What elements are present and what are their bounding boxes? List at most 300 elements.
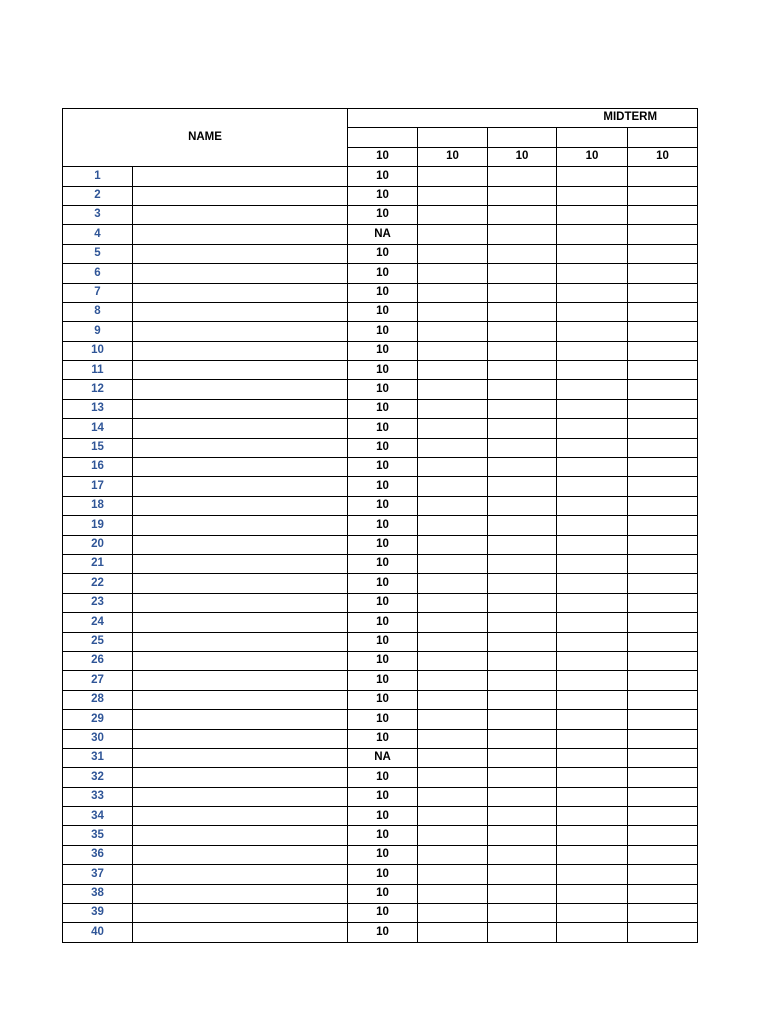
student-name-cell[interactable] <box>133 651 348 670</box>
empty-score-cell[interactable] <box>488 302 557 321</box>
table-row <box>63 593 698 612</box>
empty-score-cell[interactable] <box>488 535 557 554</box>
midterm-header: MIDTERM <box>348 109 698 128</box>
table-row <box>63 845 698 864</box>
empty-score-cell[interactable] <box>488 264 557 283</box>
score-cell[interactable]: 10 <box>348 244 418 263</box>
table-row <box>63 632 698 651</box>
empty-score-cell[interactable] <box>557 380 628 399</box>
empty-score-cell[interactable] <box>628 729 698 748</box>
empty-score-cell[interactable] <box>418 380 488 399</box>
grade-sheet-table <box>62 108 698 943</box>
empty-score-cell[interactable] <box>628 341 698 360</box>
empty-score-cell[interactable] <box>628 768 698 787</box>
empty-score-cell[interactable] <box>557 477 628 496</box>
empty-score-cell[interactable] <box>557 671 628 690</box>
empty-score-cell[interactable] <box>628 264 698 283</box>
empty-score-cell[interactable] <box>628 380 698 399</box>
empty-score-cell[interactable] <box>488 593 557 612</box>
header-blank-cell[interactable] <box>628 128 698 147</box>
empty-score-cell[interactable] <box>628 923 698 942</box>
student-name-cell[interactable] <box>133 264 348 283</box>
student-name-cell[interactable] <box>133 283 348 302</box>
empty-score-cell[interactable] <box>557 923 628 942</box>
empty-score-cell[interactable] <box>488 419 557 438</box>
row-number: 15 <box>63 438 133 457</box>
student-name-cell[interactable] <box>133 768 348 787</box>
score-cell[interactable]: 10 <box>348 845 418 864</box>
score-cell[interactable]: 10 <box>348 710 418 729</box>
student-name-cell[interactable] <box>133 361 348 380</box>
score-cell[interactable]: 10 <box>348 302 418 321</box>
empty-score-cell[interactable] <box>418 419 488 438</box>
student-name-cell[interactable] <box>133 167 348 186</box>
empty-score-cell[interactable] <box>418 845 488 864</box>
score-cell[interactable]: 10 <box>348 554 418 573</box>
empty-score-cell[interactable] <box>418 923 488 942</box>
empty-score-cell[interactable] <box>557 438 628 457</box>
score-cell[interactable]: 10 <box>348 865 418 884</box>
table-row <box>63 438 698 457</box>
score-cell[interactable]: 10 <box>348 205 418 224</box>
student-name-cell[interactable] <box>133 787 348 806</box>
empty-score-cell[interactable] <box>557 787 628 806</box>
empty-score-cell[interactable] <box>418 826 488 845</box>
table-row <box>63 865 698 884</box>
row-number: 21 <box>63 554 133 573</box>
empty-score-cell[interactable] <box>418 496 488 515</box>
table-row <box>63 826 698 845</box>
student-name-cell[interactable] <box>133 477 348 496</box>
empty-score-cell[interactable] <box>628 186 698 205</box>
empty-score-cell[interactable] <box>488 361 557 380</box>
row-number: 26 <box>63 651 133 670</box>
table-row <box>63 535 698 554</box>
student-name-cell[interactable] <box>133 341 348 360</box>
empty-score-cell[interactable] <box>557 458 628 477</box>
empty-score-cell[interactable] <box>557 167 628 186</box>
score-cell[interactable]: 10 <box>348 651 418 670</box>
table-row <box>63 690 698 709</box>
score-cell[interactable]: 10 <box>348 477 418 496</box>
empty-score-cell[interactable] <box>557 341 628 360</box>
header-blank-cell[interactable] <box>488 128 557 147</box>
empty-score-cell[interactable] <box>557 302 628 321</box>
empty-score-cell[interactable] <box>628 458 698 477</box>
max-score-cell: 10 <box>557 147 628 166</box>
empty-score-cell[interactable] <box>628 651 698 670</box>
empty-score-cell[interactable] <box>628 419 698 438</box>
row-number: 33 <box>63 787 133 806</box>
score-cell[interactable]: 10 <box>348 167 418 186</box>
empty-score-cell[interactable] <box>418 225 488 244</box>
table-row <box>63 322 698 341</box>
empty-score-cell[interactable] <box>418 787 488 806</box>
empty-score-cell[interactable] <box>488 438 557 457</box>
empty-score-cell[interactable] <box>488 710 557 729</box>
empty-score-cell[interactable] <box>418 904 488 923</box>
empty-score-cell[interactable] <box>628 613 698 632</box>
empty-score-cell[interactable] <box>628 477 698 496</box>
empty-score-cell[interactable] <box>488 496 557 515</box>
table-row <box>63 671 698 690</box>
table-row <box>63 613 698 632</box>
student-name-cell[interactable] <box>133 923 348 942</box>
score-cell[interactable]: 10 <box>348 632 418 651</box>
student-name-cell[interactable] <box>133 574 348 593</box>
empty-score-cell[interactable] <box>418 671 488 690</box>
empty-score-cell[interactable] <box>557 884 628 903</box>
empty-score-cell[interactable] <box>488 884 557 903</box>
empty-score-cell[interactable] <box>628 535 698 554</box>
student-name-cell[interactable] <box>133 845 348 864</box>
max-score-cell: 10 <box>348 147 418 166</box>
empty-score-cell[interactable] <box>628 787 698 806</box>
empty-score-cell[interactable] <box>557 593 628 612</box>
table-row <box>63 904 698 923</box>
score-cell[interactable]: 10 <box>348 826 418 845</box>
empty-score-cell[interactable] <box>628 671 698 690</box>
empty-score-cell[interactable] <box>488 186 557 205</box>
empty-score-cell[interactable] <box>628 632 698 651</box>
score-cell[interactable]: 10 <box>348 535 418 554</box>
student-name-cell[interactable] <box>133 535 348 554</box>
empty-score-cell[interactable] <box>418 283 488 302</box>
empty-score-cell[interactable] <box>418 574 488 593</box>
student-name-cell[interactable] <box>133 671 348 690</box>
empty-score-cell[interactable] <box>557 516 628 535</box>
empty-score-cell[interactable] <box>488 283 557 302</box>
empty-score-cell[interactable] <box>557 496 628 515</box>
student-name-cell[interactable] <box>133 380 348 399</box>
row-number: 19 <box>63 516 133 535</box>
empty-score-cell[interactable] <box>557 322 628 341</box>
empty-score-cell[interactable] <box>418 361 488 380</box>
table-row <box>63 651 698 670</box>
row-number: 17 <box>63 477 133 496</box>
table-row <box>63 399 698 418</box>
empty-score-cell[interactable] <box>488 554 557 573</box>
empty-score-cell[interactable] <box>628 574 698 593</box>
score-cell[interactable]: 10 <box>348 729 418 748</box>
empty-score-cell[interactable] <box>557 186 628 205</box>
score-cell[interactable]: 10 <box>348 438 418 457</box>
row-number: 28 <box>63 690 133 709</box>
empty-score-cell[interactable] <box>557 535 628 554</box>
empty-score-cell[interactable] <box>418 710 488 729</box>
student-name-cell[interactable] <box>133 186 348 205</box>
score-cell[interactable]: 10 <box>348 186 418 205</box>
empty-score-cell[interactable] <box>488 613 557 632</box>
empty-score-cell[interactable] <box>418 865 488 884</box>
empty-score-cell[interactable] <box>557 826 628 845</box>
empty-score-cell[interactable] <box>488 923 557 942</box>
table-row <box>63 361 698 380</box>
score-cell[interactable]: 10 <box>348 768 418 787</box>
empty-score-cell[interactable] <box>557 768 628 787</box>
empty-score-cell[interactable] <box>418 205 488 224</box>
empty-score-cell[interactable] <box>628 399 698 418</box>
empty-score-cell[interactable] <box>628 884 698 903</box>
empty-score-cell[interactable] <box>488 826 557 845</box>
score-cell[interactable]: 10 <box>348 341 418 360</box>
empty-score-cell[interactable] <box>488 690 557 709</box>
score-cell[interactable]: 10 <box>348 361 418 380</box>
table-row <box>63 167 698 186</box>
score-cell[interactable]: 10 <box>348 380 418 399</box>
table-row <box>63 729 698 748</box>
empty-score-cell[interactable] <box>488 322 557 341</box>
score-cell[interactable]: 10 <box>348 613 418 632</box>
score-cell[interactable]: NA <box>348 225 418 244</box>
table-row <box>63 496 698 515</box>
empty-score-cell[interactable] <box>488 768 557 787</box>
empty-score-cell[interactable] <box>628 748 698 767</box>
empty-score-cell[interactable] <box>557 244 628 263</box>
empty-score-cell[interactable] <box>557 729 628 748</box>
empty-score-cell[interactable] <box>418 244 488 263</box>
empty-score-cell[interactable] <box>488 632 557 651</box>
empty-score-cell[interactable] <box>628 283 698 302</box>
empty-score-cell[interactable] <box>557 904 628 923</box>
empty-score-cell[interactable] <box>488 651 557 670</box>
empty-score-cell[interactable] <box>488 729 557 748</box>
score-cell[interactable]: 10 <box>348 787 418 806</box>
empty-score-cell[interactable] <box>488 807 557 826</box>
score-cell[interactable]: 10 <box>348 593 418 612</box>
score-cell[interactable]: 10 <box>348 690 418 709</box>
row-number: 18 <box>63 496 133 515</box>
row-number: 2 <box>63 186 133 205</box>
table-row <box>63 554 698 573</box>
empty-score-cell[interactable] <box>488 748 557 767</box>
score-cell[interactable]: NA <box>348 748 418 767</box>
table-row <box>63 516 698 535</box>
empty-score-cell[interactable] <box>557 419 628 438</box>
row-number: 40 <box>63 923 133 942</box>
empty-score-cell[interactable] <box>488 399 557 418</box>
empty-score-cell[interactable] <box>488 787 557 806</box>
empty-score-cell[interactable] <box>418 613 488 632</box>
empty-score-cell[interactable] <box>418 186 488 205</box>
student-name-cell[interactable] <box>133 554 348 573</box>
empty-score-cell[interactable] <box>418 458 488 477</box>
table-row <box>63 302 698 321</box>
empty-score-cell[interactable] <box>557 361 628 380</box>
empty-score-cell[interactable] <box>418 884 488 903</box>
student-name-cell[interactable] <box>133 593 348 612</box>
empty-score-cell[interactable] <box>418 748 488 767</box>
row-number: 13 <box>63 399 133 418</box>
table-row <box>63 807 698 826</box>
empty-score-cell[interactable] <box>628 807 698 826</box>
score-cell[interactable]: 10 <box>348 419 418 438</box>
student-name-cell[interactable] <box>133 419 348 438</box>
student-name-cell[interactable] <box>133 205 348 224</box>
score-cell[interactable]: 10 <box>348 574 418 593</box>
empty-score-cell[interactable] <box>488 477 557 496</box>
empty-score-cell[interactable] <box>628 302 698 321</box>
empty-score-cell[interactable] <box>557 574 628 593</box>
row-number: 3 <box>63 205 133 224</box>
row-number: 36 <box>63 845 133 864</box>
empty-score-cell[interactable] <box>557 264 628 283</box>
empty-score-cell[interactable] <box>557 807 628 826</box>
empty-score-cell[interactable] <box>488 205 557 224</box>
student-name-cell[interactable] <box>133 496 348 515</box>
student-name-cell[interactable] <box>133 884 348 903</box>
empty-score-cell[interactable] <box>628 496 698 515</box>
score-cell[interactable]: 10 <box>348 904 418 923</box>
empty-score-cell[interactable] <box>557 865 628 884</box>
empty-score-cell[interactable] <box>418 807 488 826</box>
row-number: 12 <box>63 380 133 399</box>
row-number: 30 <box>63 729 133 748</box>
empty-score-cell[interactable] <box>488 380 557 399</box>
student-name-cell[interactable] <box>133 322 348 341</box>
empty-score-cell[interactable] <box>557 651 628 670</box>
max-score-cell: 10 <box>418 147 488 166</box>
header-blank-cell[interactable] <box>348 128 418 147</box>
table-row <box>63 768 698 787</box>
row-number: 11 <box>63 361 133 380</box>
score-cell[interactable]: 10 <box>348 264 418 283</box>
student-name-cell[interactable] <box>133 613 348 632</box>
score-cell[interactable]: 10 <box>348 807 418 826</box>
empty-score-cell[interactable] <box>557 690 628 709</box>
empty-score-cell[interactable] <box>557 748 628 767</box>
student-name-cell[interactable] <box>133 458 348 477</box>
row-number: 37 <box>63 865 133 884</box>
student-name-cell[interactable] <box>133 438 348 457</box>
empty-score-cell[interactable] <box>557 283 628 302</box>
header-blank-cell[interactable] <box>557 128 628 147</box>
score-cell[interactable]: 10 <box>348 399 418 418</box>
empty-score-cell[interactable] <box>488 516 557 535</box>
student-name-cell[interactable] <box>133 399 348 418</box>
empty-score-cell[interactable] <box>557 613 628 632</box>
row-number: 20 <box>63 535 133 554</box>
empty-score-cell[interactable] <box>557 845 628 864</box>
empty-score-cell[interactable] <box>628 904 698 923</box>
empty-score-cell[interactable] <box>628 438 698 457</box>
student-name-cell[interactable] <box>133 826 348 845</box>
empty-score-cell[interactable] <box>557 632 628 651</box>
empty-score-cell[interactable] <box>628 225 698 244</box>
empty-score-cell[interactable] <box>488 904 557 923</box>
empty-score-cell[interactable] <box>628 593 698 612</box>
table-row <box>63 225 698 244</box>
score-cell[interactable]: 10 <box>348 322 418 341</box>
empty-score-cell[interactable] <box>628 205 698 224</box>
student-name-cell[interactable] <box>133 690 348 709</box>
row-number: 39 <box>63 904 133 923</box>
empty-score-cell[interactable] <box>418 593 488 612</box>
empty-score-cell[interactable] <box>557 225 628 244</box>
empty-score-cell[interactable] <box>418 167 488 186</box>
empty-score-cell[interactable] <box>488 244 557 263</box>
empty-score-cell[interactable] <box>418 632 488 651</box>
empty-score-cell[interactable] <box>557 710 628 729</box>
empty-score-cell[interactable] <box>488 225 557 244</box>
empty-score-cell[interactable] <box>628 322 698 341</box>
score-cell[interactable]: 10 <box>348 923 418 942</box>
empty-score-cell[interactable] <box>628 865 698 884</box>
row-number: 8 <box>63 302 133 321</box>
empty-score-cell[interactable] <box>418 690 488 709</box>
empty-score-cell[interactable] <box>628 690 698 709</box>
empty-score-cell[interactable] <box>418 516 488 535</box>
empty-score-cell[interactable] <box>488 671 557 690</box>
empty-score-cell[interactable] <box>488 167 557 186</box>
score-cell[interactable]: 10 <box>348 884 418 903</box>
student-name-cell[interactable] <box>133 807 348 826</box>
empty-score-cell[interactable] <box>418 264 488 283</box>
row-number: 16 <box>63 458 133 477</box>
empty-score-cell[interactable] <box>488 341 557 360</box>
row-number: 29 <box>63 710 133 729</box>
score-cell[interactable]: 10 <box>348 458 418 477</box>
score-cell[interactable]: 10 <box>348 516 418 535</box>
empty-score-cell[interactable] <box>557 399 628 418</box>
score-cell[interactable]: 10 <box>348 671 418 690</box>
student-name-cell[interactable] <box>133 865 348 884</box>
student-name-cell[interactable] <box>133 729 348 748</box>
student-name-cell[interactable] <box>133 748 348 767</box>
row-number: 38 <box>63 884 133 903</box>
score-cell[interactable]: 10 <box>348 496 418 515</box>
student-name-cell[interactable] <box>133 710 348 729</box>
student-name-cell[interactable] <box>133 302 348 321</box>
empty-score-cell[interactable] <box>488 574 557 593</box>
empty-score-cell[interactable] <box>628 826 698 845</box>
empty-score-cell[interactable] <box>628 361 698 380</box>
score-cell[interactable]: 10 <box>348 283 418 302</box>
empty-score-cell[interactable] <box>488 458 557 477</box>
header-blank-cell[interactable] <box>418 128 488 147</box>
empty-score-cell[interactable] <box>418 729 488 748</box>
empty-score-cell[interactable] <box>418 341 488 360</box>
empty-score-cell[interactable] <box>418 535 488 554</box>
empty-score-cell[interactable] <box>418 438 488 457</box>
empty-score-cell[interactable] <box>557 554 628 573</box>
empty-score-cell[interactable] <box>628 710 698 729</box>
empty-score-cell[interactable] <box>488 845 557 864</box>
empty-score-cell[interactable] <box>628 167 698 186</box>
empty-score-cell[interactable] <box>418 322 488 341</box>
empty-score-cell[interactable] <box>557 205 628 224</box>
empty-score-cell[interactable] <box>628 845 698 864</box>
student-name-cell[interactable] <box>133 516 348 535</box>
table-row <box>63 477 698 496</box>
empty-score-cell[interactable] <box>628 244 698 263</box>
student-name-cell[interactable] <box>133 225 348 244</box>
table-row <box>63 283 698 302</box>
empty-score-cell[interactable] <box>628 516 698 535</box>
empty-score-cell[interactable] <box>628 554 698 573</box>
empty-score-cell[interactable] <box>418 302 488 321</box>
empty-score-cell[interactable] <box>418 651 488 670</box>
empty-score-cell[interactable] <box>418 554 488 573</box>
empty-score-cell[interactable] <box>418 477 488 496</box>
student-name-cell[interactable] <box>133 632 348 651</box>
empty-score-cell[interactable] <box>418 768 488 787</box>
empty-score-cell[interactable] <box>418 399 488 418</box>
student-name-cell[interactable] <box>133 244 348 263</box>
table-row <box>63 341 698 360</box>
empty-score-cell[interactable] <box>488 865 557 884</box>
student-name-cell[interactable] <box>133 904 348 923</box>
